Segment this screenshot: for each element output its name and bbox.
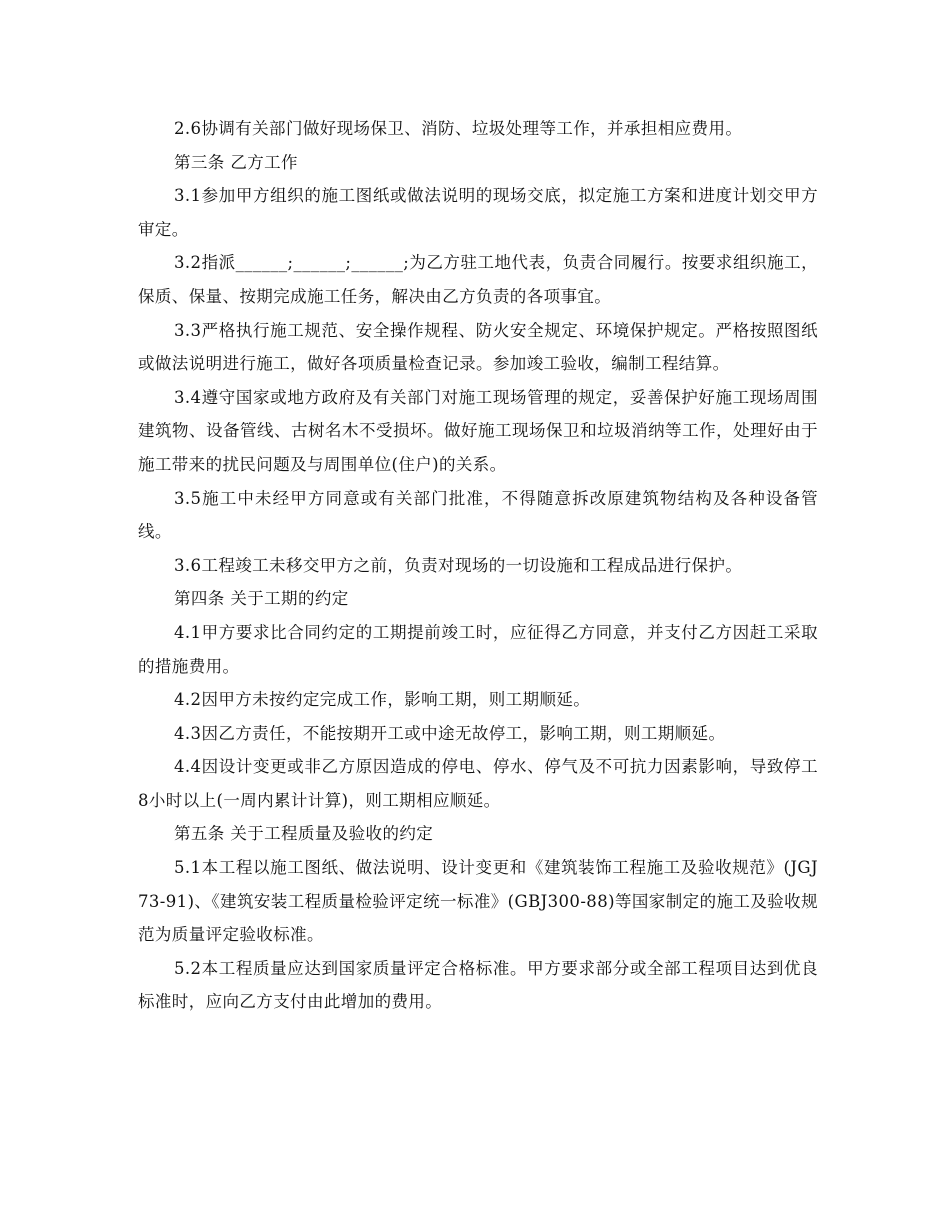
clause-4-1: 4.1甲方要求比合同约定的工期提前竣工时，应征得乙方同意，并支付乙方因赶工采取的措施费用。 — [138, 622, 818, 676]
clause-5-2: 5.2本工程质量应达到国家质量评定合格标准。甲方要求部分或全部工程项目达到优良标准时，应向乙方支付由此增加的费用。 — [138, 958, 818, 1012]
article-3-heading: 第三条 乙方工作 — [174, 152, 298, 172]
clause-3-1: 3.1参加甲方组织的施工图纸或做法说明的现场交底，拟定施工方案和进度计划交甲方审定。 — [138, 186, 818, 239]
clause-3-4: 3.4遵守国家或地方政府及有关部门对施工现场管理的规定，妥善保护好施工现场周围建筑物、设备管线、古树名木不受损坏。做好施工现场保卫和垃圾消纳等工作，处理好由于施工带来的扰民问题及与周围单位(住户)的关系。 — [138, 387, 818, 474]
article-4-heading: 第四条 关于工期的约定 — [174, 589, 349, 609]
article-5-heading: 第五条 关于工程质量及验收的约定 — [174, 824, 434, 844]
clause-3-3: 3.3严格执行施工规范、安全操作规程、防火安全规定、环境保护规定。严格按照图纸或做法说明进行施工，做好各项质量检查记录。参加竣工验收，编制工程结算。 — [138, 320, 818, 374]
clause-3-2: 3.2指派______;______;______;为乙方驻工地代表，负责合同履行。按要求组织施工，保质、保量、按期完成施工任务，解决由乙方负责的各项事宜。 — [138, 253, 818, 306]
clause-4-4: 4.4因设计变更或非乙方原因造成的停电、停水、停气及不可抗力因素影响，导致停工8小时以上(一周内累计计算)，则工期相应顺延。 — [138, 757, 818, 810]
clause-4-2: 4.2因甲方未按约定完成工作，影响工期，则工期顺延。 — [174, 690, 591, 710]
clause-2-6: 2.6协调有关部门做好现场保卫、消防、垃圾处理等工作，并承担相应费用。 — [174, 119, 743, 138]
document-body — [138, 112, 818, 1019]
clause-5-1: 5.1本工程以施工图纸、做法说明、设计变更和《建筑装饰工程施工及验收规范》(JGJ73-91)、《建筑安装工程质量检验评定统一标准》(GBJ300-88)等国家制定的施工及验收规范为质量评定验收标准。 — [138, 858, 818, 945]
clause-4-3: 4.3因乙方责任，不能按期开工或中途无故停工，影响工期，则工期顺延。 — [174, 723, 726, 743]
clause-3-6: 3.6工程竣工未移交甲方之前，负责对现场的一切设施和工程成品进行保护。 — [174, 555, 743, 575]
clause-3-5: 3.5施工中未经甲方同意或有关部门批准，不得随意拆改原建筑物结构及各种设备管线。 — [138, 488, 818, 542]
